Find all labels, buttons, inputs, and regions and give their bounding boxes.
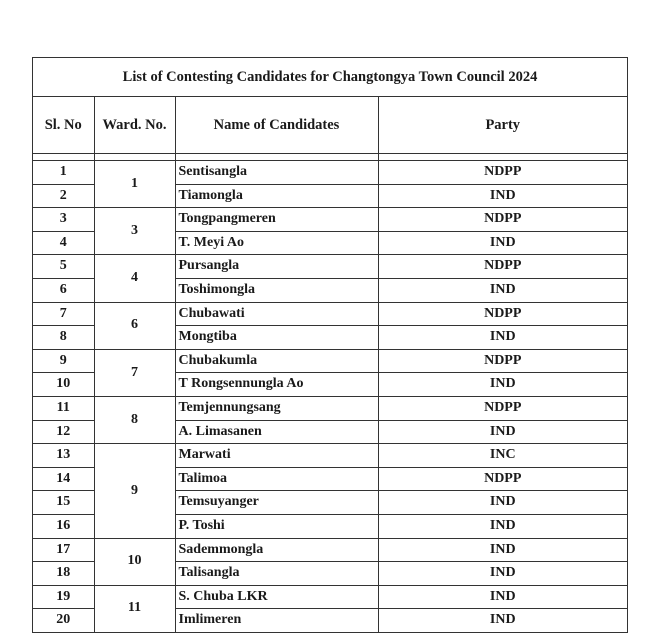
table-row — [33, 255, 627, 279]
column-header-party: Party — [378, 97, 627, 154]
candidate-name-cell: Talisangla — [175, 562, 378, 586]
serial-number-cell: 18 — [33, 562, 94, 586]
party-cell: IND — [378, 514, 627, 538]
party-cell: NDPP — [378, 161, 627, 185]
ward-number-cell: 10 — [94, 538, 175, 585]
candidates-document — [32, 57, 628, 633]
party-cell: NDPP — [378, 396, 627, 420]
serial-number-cell: 2 — [33, 184, 94, 208]
candidate-name-cell: T Rongsennungla Ao — [175, 373, 378, 397]
ward-number-cell: 11 — [94, 585, 175, 632]
serial-number-cell: 9 — [33, 349, 94, 373]
candidate-name-cell: Chubawati — [175, 302, 378, 326]
serial-number-cell: 10 — [33, 373, 94, 397]
party-cell: IND — [378, 585, 627, 609]
party-cell: IND — [378, 420, 627, 444]
column-header-sl-no: Sl. No — [33, 97, 94, 154]
party-cell: NDPP — [378, 208, 627, 232]
candidate-name-cell: Chubakumla — [175, 349, 378, 373]
serial-number-cell: 1 — [33, 161, 94, 185]
candidate-name-cell: P. Toshi — [175, 514, 378, 538]
document-title: List of Contesting Candidates for Changtongya Town Council 2024 — [33, 58, 627, 97]
column-header-ward-no: Ward. No. — [94, 97, 175, 154]
serial-number-cell: 20 — [33, 609, 94, 633]
candidate-name-cell: Tongpangmeren — [175, 208, 378, 232]
table-row — [33, 444, 627, 468]
candidate-name-cell: Sademmongla — [175, 538, 378, 562]
candidate-name-cell: Tiamongla — [175, 184, 378, 208]
table-row — [33, 208, 627, 232]
serial-number-cell: 8 — [33, 326, 94, 350]
table-body — [33, 161, 627, 633]
candidate-name-cell: Sentisangla — [175, 161, 378, 185]
candidate-name-cell: A. Limasanen — [175, 420, 378, 444]
candidate-name-cell: Toshimongla — [175, 278, 378, 302]
party-cell: NDPP — [378, 349, 627, 373]
candidates-table — [33, 97, 627, 633]
ward-number-cell: 6 — [94, 302, 175, 349]
candidate-name-cell: S. Chuba LKR — [175, 585, 378, 609]
candidate-name-cell: T. Meyi Ao — [175, 231, 378, 255]
party-cell: NDPP — [378, 467, 627, 491]
serial-number-cell: 13 — [33, 444, 94, 468]
party-cell: IND — [378, 326, 627, 350]
party-cell: IND — [378, 231, 627, 255]
table-header-row — [33, 97, 627, 154]
party-cell: IND — [378, 373, 627, 397]
ward-number-cell: 4 — [94, 255, 175, 302]
party-cell: INC — [378, 444, 627, 468]
serial-number-cell: 15 — [33, 491, 94, 515]
candidate-name-cell: Pursangla — [175, 255, 378, 279]
candidate-name-cell: Temjennungsang — [175, 396, 378, 420]
serial-number-cell: 19 — [33, 585, 94, 609]
table-row — [33, 302, 627, 326]
serial-number-cell: 7 — [33, 302, 94, 326]
table-row — [33, 585, 627, 609]
ward-number-cell: 1 — [94, 161, 175, 208]
ward-number-cell: 3 — [94, 208, 175, 255]
table-row — [33, 161, 627, 185]
candidate-name-cell: Mongtiba — [175, 326, 378, 350]
column-header-name: Name of Candidates — [175, 97, 378, 154]
table-row — [33, 538, 627, 562]
party-cell: IND — [378, 609, 627, 633]
party-cell: IND — [378, 278, 627, 302]
serial-number-cell: 12 — [33, 420, 94, 444]
party-cell: NDPP — [378, 302, 627, 326]
candidate-name-cell: Imlimeren — [175, 609, 378, 633]
serial-number-cell: 3 — [33, 208, 94, 232]
serial-number-cell: 17 — [33, 538, 94, 562]
serial-number-cell: 5 — [33, 255, 94, 279]
party-cell: IND — [378, 562, 627, 586]
serial-number-cell: 4 — [33, 231, 94, 255]
table-row — [33, 396, 627, 420]
candidate-name-cell: Talimoa — [175, 467, 378, 491]
ward-number-cell: 8 — [94, 396, 175, 443]
candidate-name-cell: Marwati — [175, 444, 378, 468]
ward-number-cell: 9 — [94, 444, 175, 538]
candidate-name-cell: Temsuyanger — [175, 491, 378, 515]
party-cell: IND — [378, 538, 627, 562]
serial-number-cell: 11 — [33, 396, 94, 420]
ward-number-cell: 7 — [94, 349, 175, 396]
header-spacer-row — [33, 154, 627, 161]
serial-number-cell: 14 — [33, 467, 94, 491]
table-row — [33, 349, 627, 373]
party-cell: IND — [378, 491, 627, 515]
party-cell: IND — [378, 184, 627, 208]
serial-number-cell: 6 — [33, 278, 94, 302]
party-cell: NDPP — [378, 255, 627, 279]
serial-number-cell: 16 — [33, 514, 94, 538]
